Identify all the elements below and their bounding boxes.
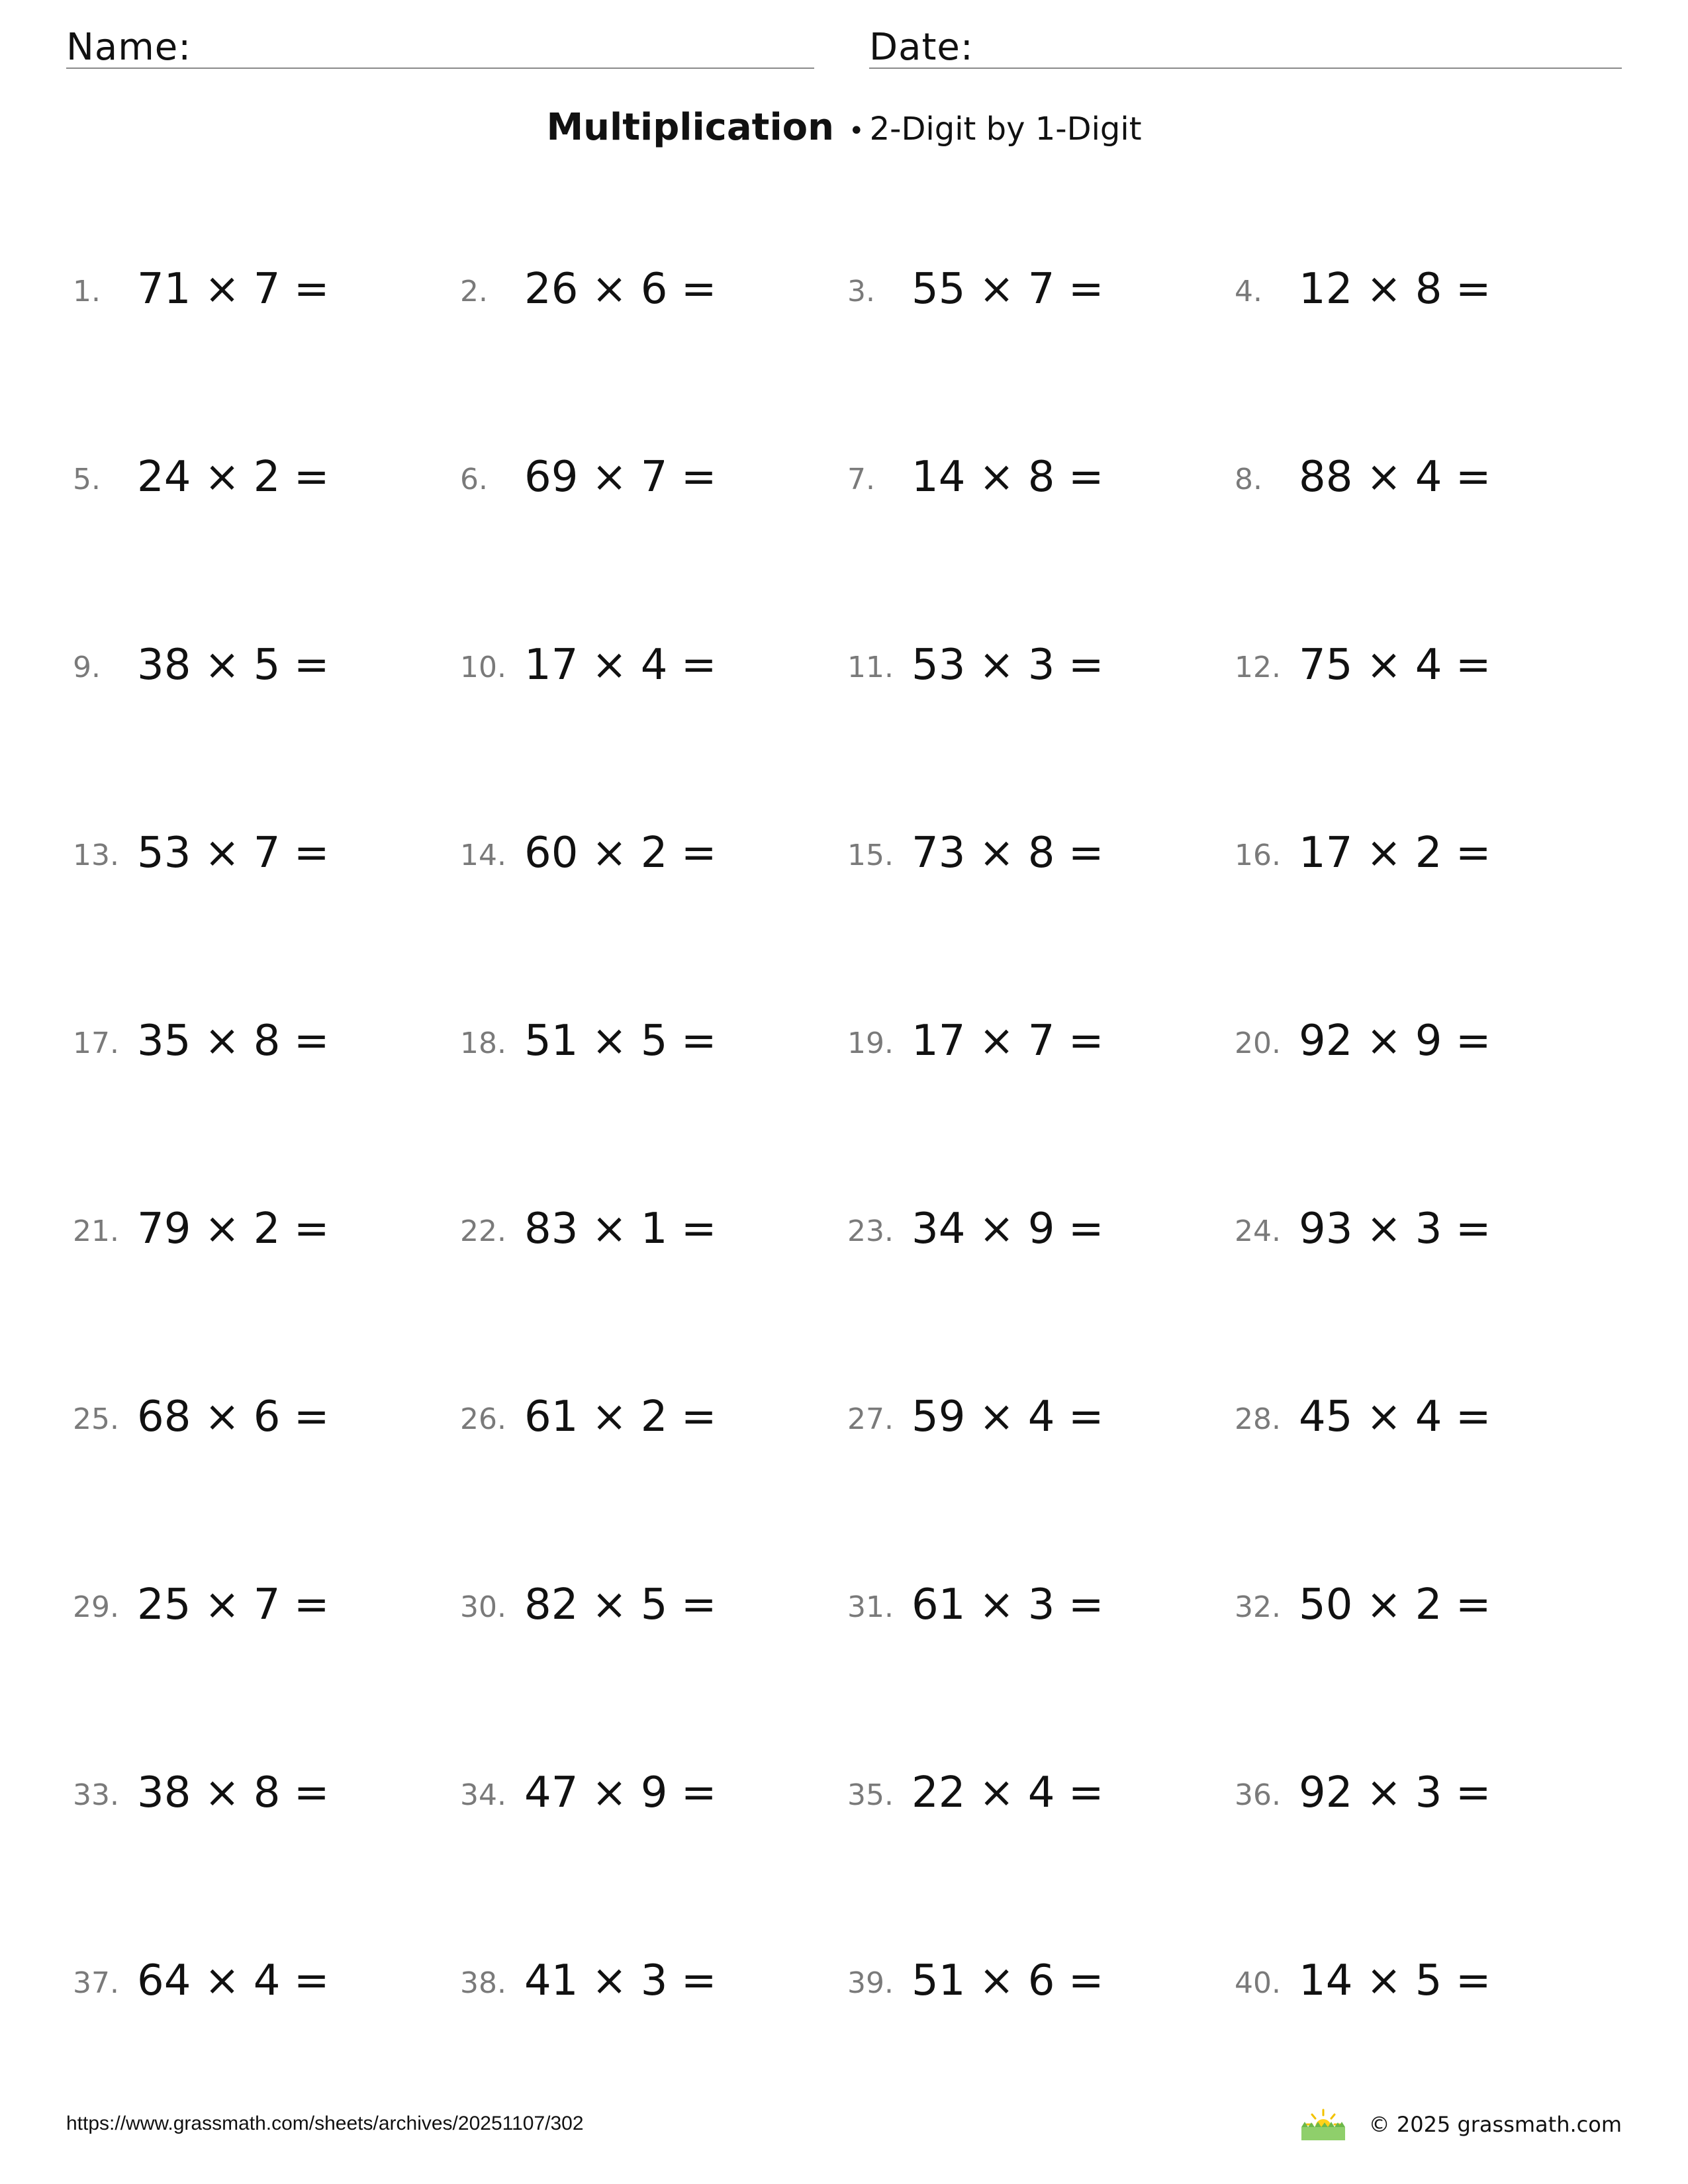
problem-number: 12. [1235,651,1281,684]
problem-number: 30. [460,1590,506,1624]
problem-expression: 61 × 3 = [912,1580,1104,1629]
problem-number: 22. [460,1214,506,1248]
problem-item [73,1580,430,1633]
problem-item [847,829,1205,882]
problem-number: 7. [847,463,875,496]
problem-expression: 68 × 6 = [137,1392,330,1441]
problem-number: 40. [1235,1966,1281,2000]
problem-item [460,1580,818,1633]
problem-expression: 38 × 8 = [137,1768,330,1817]
problem-item [1235,1017,1592,1069]
problem-item [460,265,818,318]
problem-item [460,829,818,882]
problem-number: 29. [73,1590,119,1624]
title-subtitle: 2-Digit by 1-Digit [869,111,1142,148]
problem-expression: 50 × 2 = [1299,1580,1491,1629]
problem-expression: 17 × 4 = [524,641,717,690]
problem-number: 32. [1235,1590,1281,1624]
problem-number: 23. [847,1214,894,1248]
problem-number: 11. [847,651,894,684]
problem-item [460,1205,818,1257]
problem-expression: 61 × 2 = [524,1392,717,1441]
footer-url[interactable]: https://www.grassmath.com/sheets/archives/20251107/302 [66,2113,584,2134]
problem-item [1235,1768,1592,1821]
date-label: Date: [869,26,974,69]
problem-item [460,641,818,694]
problem-item [1235,453,1592,506]
problem-expression: 60 × 2 = [524,829,717,878]
title-separator: • [848,116,865,146]
problem-expression: 92 × 3 = [1299,1768,1491,1817]
problem-number: 13. [73,839,119,872]
problem-item [460,1956,818,2009]
problem-item [1235,1392,1592,1445]
problem-number: 10. [460,651,506,684]
problem-number: 27. [847,1402,894,1436]
problem-number: 35. [847,1778,894,1812]
grass-sun-logo-icon [1300,2107,1346,2142]
problem-item [847,1205,1205,1257]
problem-expression: 38 × 5 = [137,641,330,690]
problem-number: 15. [847,839,894,872]
problem-item [847,1580,1205,1633]
problem-item [73,1205,430,1257]
problem-expression: 24 × 2 = [137,453,330,502]
problem-item [73,1956,430,2009]
problem-number: 19. [847,1026,894,1060]
problem-expression: 17 × 2 = [1299,829,1491,878]
problem-number: 28. [1235,1402,1281,1436]
problem-item [847,641,1205,694]
problem-expression: 26 × 6 = [524,265,717,314]
problem-expression: 35 × 8 = [137,1017,330,1066]
problem-expression: 82 × 5 = [524,1580,717,1629]
problem-number: 18. [460,1026,506,1060]
problem-item [460,1768,818,1821]
problem-number: 1. [73,275,101,308]
problem-expression: 88 × 4 = [1299,453,1491,502]
problem-number: 4. [1235,275,1262,308]
problem-expression: 75 × 4 = [1299,641,1491,690]
problem-item [73,453,430,506]
problem-item [73,641,430,694]
problem-expression: 83 × 1 = [524,1205,717,1253]
problem-expression: 47 × 9 = [524,1768,717,1817]
problem-number: 36. [1235,1778,1281,1812]
problem-number: 34. [460,1778,506,1812]
problem-item [73,1017,430,1069]
problem-expression: 53 × 7 = [137,829,330,878]
problem-item [847,453,1205,506]
problem-expression: 64 × 4 = [137,1956,330,2005]
problem-item [1235,1205,1592,1257]
problem-item [1235,1956,1592,2009]
problem-number: 8. [1235,463,1262,496]
problem-number: 6. [460,463,488,496]
problem-expression: 69 × 7 = [524,453,717,502]
footer-brand [1300,2105,1622,2144]
problem-number: 16. [1235,839,1281,872]
problem-number: 3. [847,275,875,308]
problem-expression: 51 × 5 = [524,1017,717,1066]
problem-expression: 55 × 7 = [912,265,1104,314]
problem-number: 24. [1235,1214,1281,1248]
problem-number: 2. [460,275,488,308]
problem-number: 39. [847,1966,894,2000]
problem-item [460,1017,818,1069]
problem-item [847,1956,1205,2009]
problem-number: 20. [1235,1026,1281,1060]
problem-number: 33. [73,1778,119,1812]
problem-expression: 45 × 4 = [1299,1392,1491,1441]
problem-number: 5. [73,463,101,496]
problem-expression: 93 × 3 = [1299,1205,1491,1253]
problem-expression: 92 × 9 = [1299,1017,1491,1066]
problem-expression: 14 × 8 = [912,453,1104,502]
problem-item [1235,829,1592,882]
problem-expression: 71 × 7 = [137,265,330,314]
problem-expression: 25 × 7 = [137,1580,330,1629]
problem-number: 9. [73,651,101,684]
problem-number: 26. [460,1402,506,1436]
problem-item [73,1768,430,1821]
problem-expression: 51 × 6 = [912,1956,1104,2005]
problem-expression: 22 × 4 = [912,1768,1104,1817]
problem-item [847,1768,1205,1821]
problem-item [847,1392,1205,1445]
problem-expression: 53 × 3 = [912,641,1104,690]
title-main: Multiplication [546,106,834,149]
problem-expression: 59 × 4 = [912,1392,1104,1441]
name-label: Name: [66,26,192,69]
problem-number: 31. [847,1590,894,1624]
problem-number: 38. [460,1966,506,2000]
problem-item [1235,1580,1592,1633]
problem-number: 21. [73,1214,119,1248]
problem-item [847,265,1205,318]
problem-number: 17. [73,1026,119,1060]
problem-item [1235,265,1592,318]
problem-number: 25. [73,1402,119,1436]
problem-item [73,265,430,318]
problem-number: 14. [460,839,506,872]
problem-expression: 79 × 2 = [137,1205,330,1253]
problem-expression: 73 × 8 = [912,829,1104,878]
problem-number: 37. [73,1966,119,2000]
problem-expression: 17 × 7 = [912,1017,1104,1066]
problem-expression: 34 × 9 = [912,1205,1104,1253]
problem-expression: 14 × 5 = [1299,1956,1491,2005]
problem-item [73,829,430,882]
problem-item [460,1392,818,1445]
problem-item [1235,641,1592,694]
problem-expression: 12 × 8 = [1299,265,1491,314]
copyright-text: © 2025 grassmath.com [1368,2112,1622,2137]
problem-expression: 41 × 3 = [524,1956,717,2005]
problem-item [73,1392,430,1445]
problem-item [847,1017,1205,1069]
problem-item [460,453,818,506]
